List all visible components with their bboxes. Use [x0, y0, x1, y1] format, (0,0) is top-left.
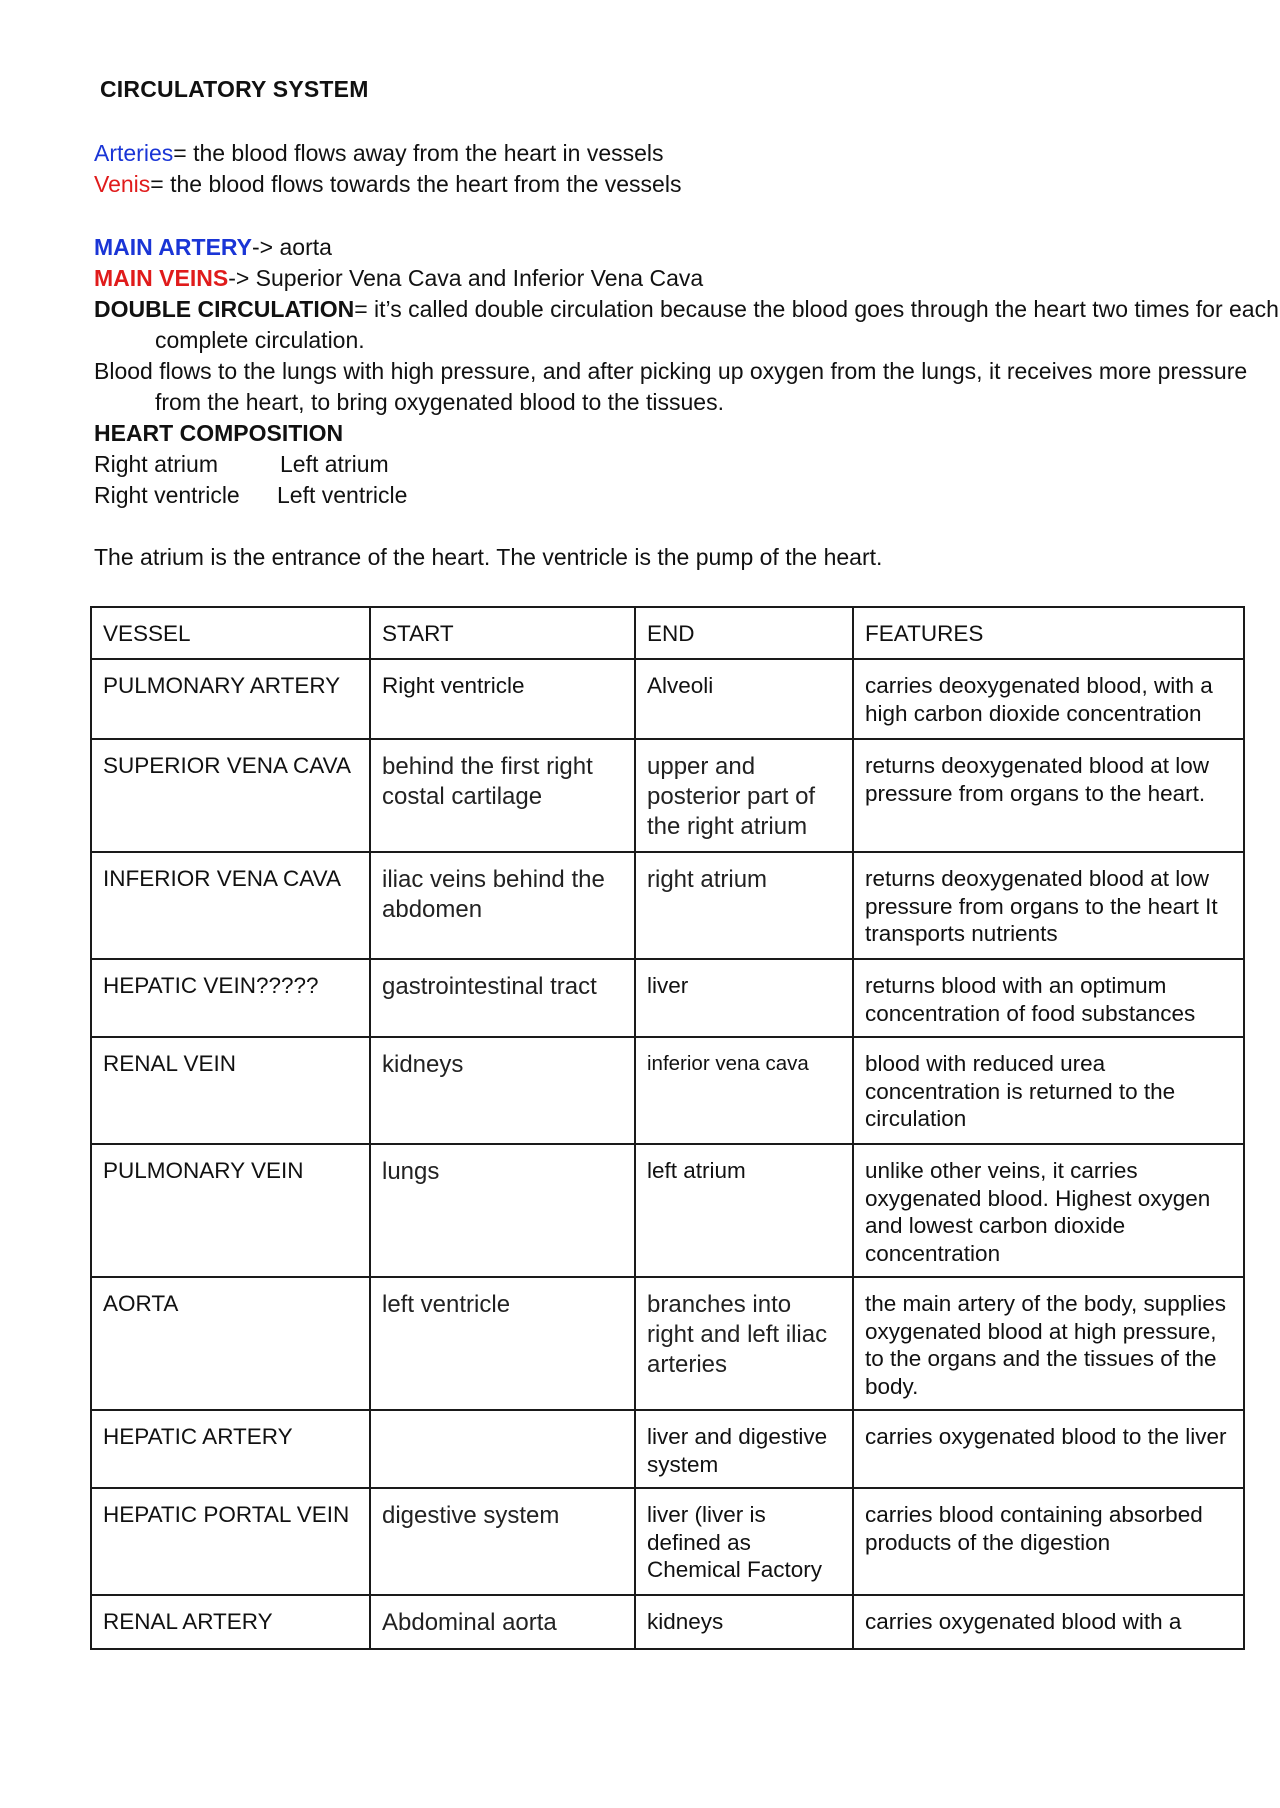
main-artery-label: MAIN ARTERY [94, 234, 253, 260]
end-cell: inferior vena cava [635, 1037, 853, 1144]
end-cell: Alveoli [635, 659, 853, 739]
vessel-cell: HEPATIC VEIN????? [91, 959, 370, 1037]
start-cell: kidneys [370, 1037, 635, 1144]
features-cell: unlike other veins, it carries oxygenated blood. Highest oxygen and lowest carbon dioxide concentration [853, 1144, 1244, 1277]
header-end: END [635, 607, 853, 659]
vessel-cell: PULMONARY VEIN [91, 1144, 370, 1277]
right-ventricle: Right ventricle [94, 482, 240, 508]
table-row [91, 1488, 1244, 1595]
vessel-cell: AORTA [91, 1277, 370, 1410]
table-row [91, 739, 1244, 852]
features-cell: carries deoxygenated blood, with a high carbon dioxide concentration [853, 659, 1244, 739]
double-circulation-text: = it’s called double circulation because the blood goes through the heart two times for each complete circulation. [155, 296, 1279, 353]
end-cell: liver and digestive system [635, 1410, 853, 1488]
features-cell: blood with reduced urea concentration is returned to the circulation [853, 1037, 1244, 1144]
heart-composition-row-atria [94, 449, 1234, 480]
heart-composition-list [94, 449, 1234, 511]
header-vessel: VESSEL [91, 607, 370, 659]
features-cell: returns deoxygenated blood at low pressure from organs to the heart. [853, 739, 1244, 852]
table-row [91, 1144, 1244, 1277]
features-cell: carries blood containing absorbed products of the digestion [853, 1488, 1244, 1595]
main-artery-text: -> aorta [252, 234, 332, 260]
main-veins-label: MAIN VEINS [94, 265, 229, 291]
arteries-term: Arteries [94, 140, 174, 166]
vessel-cell: RENAL VEIN [91, 1037, 370, 1144]
double-circulation-label: DOUBLE CIRCULATION [94, 296, 355, 322]
left-ventricle: Left ventricle [277, 482, 408, 508]
end-cell: right atrium [635, 852, 853, 959]
start-cell [370, 1410, 635, 1488]
end-cell: branches into right and left iliac arteries [635, 1277, 853, 1410]
heart-composition-heading: HEART COMPOSITION [94, 420, 344, 446]
start-cell: digestive system [370, 1488, 635, 1595]
blood-flow-paragraph: Blood flows to the lungs with high pressure, and after picking up oxygen from the lungs, it receives more pressure from the heart, to bring oxygenated blood to the tissues. [94, 358, 1248, 415]
table-row [91, 1277, 1244, 1410]
start-cell: Right ventricle [370, 659, 635, 739]
vessel-cell: RENAL ARTERY [91, 1595, 370, 1649]
table-row [91, 659, 1244, 739]
main-veins-text: -> Superior Vena Cava and Inferior Vena Cava [228, 265, 704, 291]
end-cell: kidneys [635, 1595, 853, 1649]
heart-composition-row-ventricles [94, 480, 1234, 511]
features-cell: carries oxygenated blood with a [853, 1595, 1244, 1649]
end-cell: liver (liver is defined as Chemical Factory [635, 1488, 853, 1595]
double-circulation-paragraph [94, 294, 1280, 356]
veins-definition [94, 169, 1234, 200]
vessel-cell: HEPATIC PORTAL VEIN [91, 1488, 370, 1595]
table-row [91, 959, 1244, 1037]
start-cell: lungs [370, 1144, 635, 1277]
header-start: START [370, 607, 635, 659]
vessel-cell: INFERIOR VENA CAVA [91, 852, 370, 959]
veins-text: = the blood flows towards the heart from the vessels [150, 171, 682, 197]
features-cell: returns blood with an optimum concentration of food substances [853, 959, 1244, 1037]
arteries-text: = the blood flows away from the heart in vessels [173, 140, 664, 166]
start-cell: left ventricle [370, 1277, 635, 1410]
end-cell: upper and posterior part of the right atrium [635, 739, 853, 852]
start-cell: Abdominal aorta [370, 1595, 635, 1649]
table-row [91, 1037, 1244, 1144]
main-veins-line [94, 263, 1234, 294]
start-cell: gastrointestinal tract [370, 959, 635, 1037]
features-cell: the main artery of the body, supplies oxygenated blood at high pressure, to the organs and the tissues of the body. [853, 1277, 1244, 1410]
start-cell: iliac veins behind the abdomen [370, 852, 635, 959]
vessel-cell: PULMONARY ARTERY [91, 659, 370, 739]
atrium-ventricle-sentence: The atrium is the entrance of the heart. The ventricle is the pump of the heart. [94, 544, 883, 570]
end-cell: left atrium [635, 1144, 853, 1277]
header-features: FEATURES [853, 607, 1244, 659]
page-title: CIRCULATORY SYSTEM [100, 76, 369, 102]
features-cell: returns deoxygenated blood at low pressure from organs to the heart It transports nutrients [853, 852, 1244, 959]
arteries-definition [94, 138, 1234, 169]
features-cell: carries oxygenated blood to the liver [853, 1410, 1244, 1488]
main-artery-line [94, 232, 1234, 263]
table-row [91, 1410, 1244, 1488]
table-row [91, 1595, 1244, 1649]
table-row [91, 852, 1244, 959]
right-atrium: Right atrium [94, 451, 218, 477]
left-atrium: Left atrium [280, 451, 389, 477]
vessels-table [90, 606, 1245, 1650]
vessel-cell: HEPATIC ARTERY [91, 1410, 370, 1488]
end-cell: liver [635, 959, 853, 1037]
veins-term: Venis [94, 171, 151, 197]
table-header-row [91, 607, 1244, 659]
start-cell: behind the first right costal cartilage [370, 739, 635, 852]
vessel-cell: SUPERIOR VENA CAVA [91, 739, 370, 852]
